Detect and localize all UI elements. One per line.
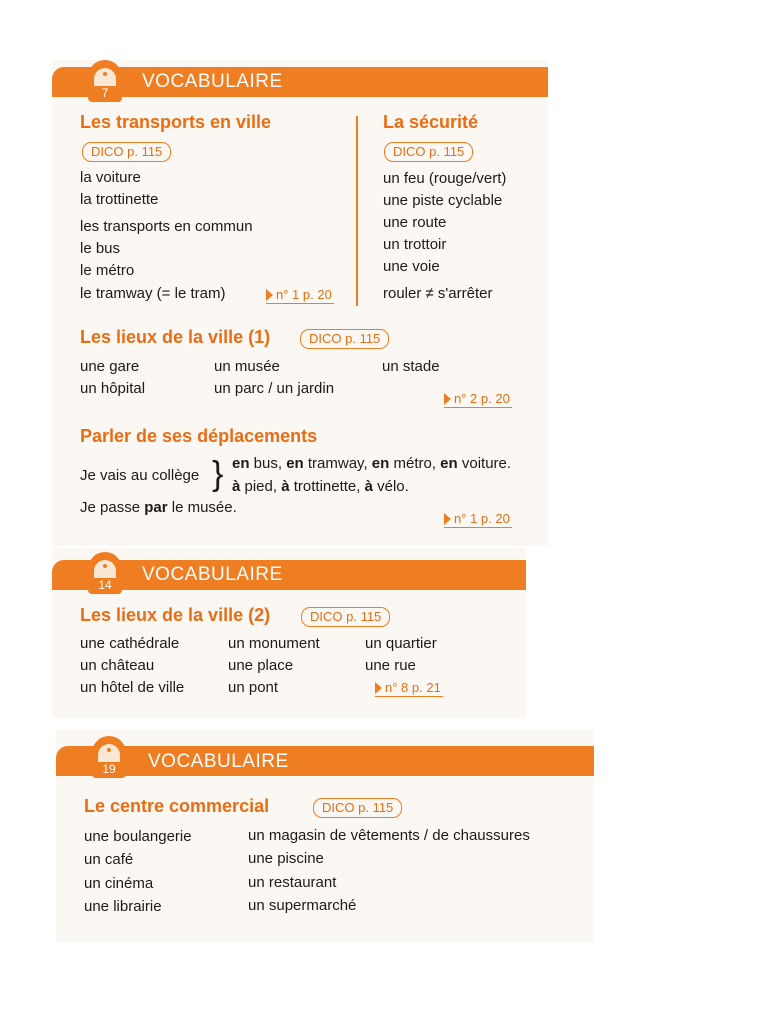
dico-reference: DICO p. 115 [313, 798, 402, 818]
brace: } [212, 455, 224, 493]
dico-reference: DICO p. 115 [301, 607, 390, 627]
dico-reference: DICO p. 115 [300, 329, 389, 349]
lesson-badge [92, 736, 126, 778]
heading-securite: La sécurité [383, 112, 479, 132]
list-item: un café [84, 851, 134, 868]
section-header-band [56, 746, 594, 776]
list-item: le métro [80, 262, 135, 279]
list-item: une librairie [84, 898, 162, 915]
list-item: un supermarché [248, 897, 357, 914]
section-header-title: VOCABULAIRE [148, 751, 289, 772]
list-item: une boulangerie [84, 828, 192, 845]
heading-deplacements: Parler de ses déplacements [80, 426, 318, 446]
exercise-reference: n° 1 p. 20 [266, 287, 334, 304]
section-header-title: VOCABULAIRE [142, 564, 283, 585]
list-item: rouler ≠ s'arrêter [383, 285, 493, 302]
vocab-card-7 [52, 60, 548, 546]
sentence-line: Je passe par le musée. [80, 499, 237, 516]
list-item: le bus [80, 240, 121, 257]
heading-lieux-1: Les lieux de la ville (1) [80, 327, 271, 347]
list-item: un hôtel de ville [80, 679, 185, 696]
list-item: une voie [383, 258, 440, 275]
heading-centre-commercial: Le centre commercial [84, 796, 270, 816]
lesson-badge [88, 552, 122, 594]
list-item: une gare [80, 358, 140, 375]
list-item: une piste cyclable [383, 192, 503, 209]
vocab-card-19 [56, 730, 594, 942]
list-item: un pont [228, 679, 279, 696]
dico-reference: DICO p. 115 [384, 142, 473, 162]
lesson-number: 14 [90, 578, 120, 592]
list-item: un stade [382, 358, 440, 375]
list-item: le tramway (= le tram) [80, 285, 226, 302]
column-divider [356, 116, 358, 306]
sentence-line: en bus, en tramway, en métro, en voiture. [232, 455, 512, 472]
list-item: les transports en commun [80, 218, 253, 235]
list-item: la voiture [80, 169, 141, 186]
exercise-reference: n° 8 p. 21 [375, 680, 443, 697]
list-item: un cinéma [84, 875, 154, 892]
vocab-card-14 [52, 548, 526, 718]
list-item: une rue [365, 657, 416, 674]
lesson-number: 7 [90, 86, 120, 100]
exercise-reference: n° 2 p. 20 [444, 391, 512, 408]
list-item: la trottinette [80, 191, 159, 208]
dico-reference: DICO p. 115 [82, 142, 171, 162]
list-item: un quartier [365, 635, 437, 652]
list-item: un musée [214, 358, 280, 375]
heading-transports: Les transports en ville [80, 112, 272, 132]
list-item: une piscine [248, 850, 324, 867]
list-item: un parc / un jardin [214, 380, 335, 397]
lesson-number: 19 [94, 762, 124, 776]
list-item: un feu (rouge/vert) [383, 170, 507, 187]
section-header-band [52, 67, 548, 97]
sentence-line: à pied, à trottinette, à vélo. [232, 478, 409, 495]
list-item: un monument [228, 635, 320, 652]
section-header-band [52, 560, 526, 590]
heading-lieux-2: Les lieux de la ville (2) [80, 605, 271, 625]
exercise-reference: n° 1 p. 20 [444, 511, 512, 528]
list-item: un restaurant [248, 874, 337, 891]
list-item: un hôpital [80, 380, 146, 397]
list-item: un magasin de vêtements / de chaussures [248, 827, 530, 844]
list-item: une route [383, 214, 447, 231]
list-item: une cathédrale [80, 635, 180, 652]
section-header-title: VOCABULAIRE [142, 71, 283, 92]
list-item: un trottoir [383, 236, 447, 253]
lesson-badge [88, 60, 122, 102]
sentence-lead: Je vais au collège [80, 467, 200, 484]
list-item: un château [80, 657, 155, 674]
list-item: une place [228, 657, 294, 674]
